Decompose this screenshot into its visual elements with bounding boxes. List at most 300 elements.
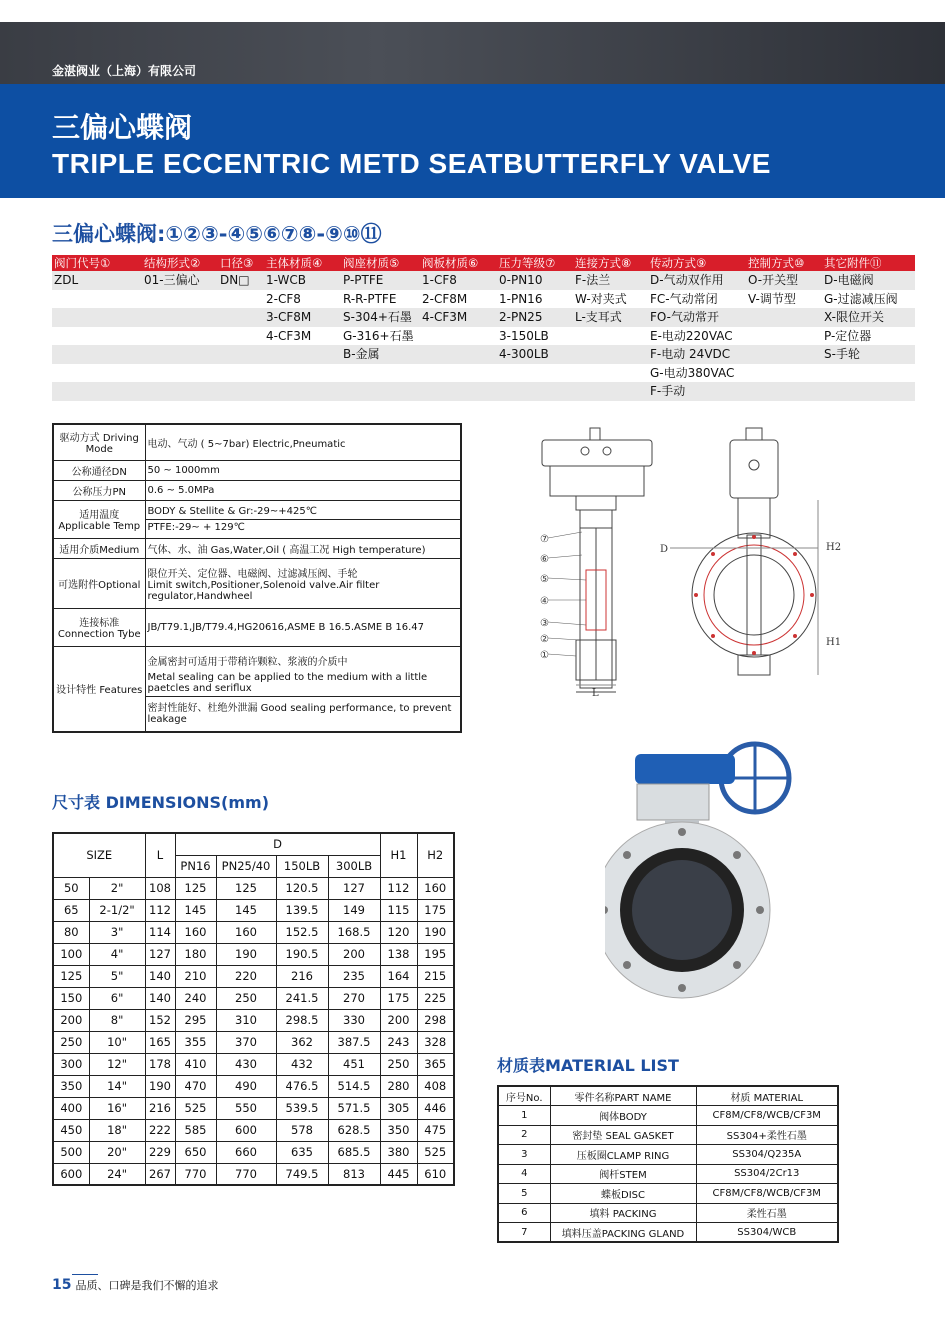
table-cell: 2-1/2" [89, 899, 145, 921]
code-cell: 01-三偏心 [144, 273, 200, 287]
table-cell: 24" [89, 1163, 145, 1185]
table-cell: 240 [175, 987, 216, 1009]
code-cell: 0-PN10 [499, 273, 543, 287]
table-cell: 298.5 [276, 1009, 328, 1031]
top-banner [0, 22, 945, 84]
code-cell [499, 382, 575, 401]
code-cell: S-304+石墨 [343, 310, 412, 324]
footer [52, 1277, 218, 1293]
table-cell: 160 [216, 921, 276, 943]
code-cell: 1-WCB [266, 273, 306, 287]
code-cell: G-过滤减压阀 [824, 291, 898, 306]
code-cell: 2-CF8M [422, 291, 468, 306]
code-cell: R-R-PTFE [343, 291, 397, 306]
table-cell: 685.5 [328, 1141, 380, 1163]
table-cell: 525 [175, 1097, 216, 1119]
table-cell: 370 [216, 1031, 276, 1053]
code-cell: X-限位开关 [824, 310, 884, 324]
drawing-label: ④ [540, 596, 549, 607]
table-cell: 150 [53, 987, 89, 1009]
table-cell: 140 [145, 987, 175, 1009]
code-cell [343, 364, 422, 383]
table-cell: 填料压盖PACKING GLAND [550, 1223, 696, 1243]
table-cell: 578 [276, 1119, 328, 1141]
mat-col-no: 序号No. [498, 1086, 550, 1106]
table-cell: 600 [216, 1119, 276, 1141]
code-cell: FC-气动常闭 [650, 291, 718, 306]
code-cell: 4-CF3M [422, 310, 468, 324]
table-cell: 200 [53, 1009, 89, 1031]
code-cell: L-支耳式 [575, 310, 622, 324]
dim-l-label: L [592, 688, 599, 699]
table-cell: 770 [175, 1163, 216, 1185]
code-cell: D-气动双作用 [650, 273, 724, 287]
table-cell: 250 [216, 987, 276, 1009]
table-cell: 14" [89, 1075, 145, 1097]
table-cell: 120.5 [276, 877, 328, 899]
table-cell: 250 [380, 1053, 417, 1075]
table-cell: 446 [417, 1097, 454, 1119]
title-en: TRIPLE ECCENTRIC METD SEATBUTTERFLY VALVE [52, 148, 771, 179]
table-cell: 387.5 [328, 1031, 380, 1053]
table-cell: 178 [145, 1053, 175, 1075]
table-cell: 190 [145, 1075, 175, 1097]
drawing-label: ② [540, 634, 549, 645]
table-cell: 216 [276, 965, 328, 987]
table-row [498, 1145, 838, 1165]
code-cell: W-对夹式 [575, 291, 627, 306]
code-cell: B-金属 [343, 347, 380, 361]
table-row [53, 1119, 454, 1141]
table-row [53, 987, 454, 1009]
spec-value: BODY & Stellite & Gr:-29~+425℃ [146, 504, 461, 520]
drawing-label: ⑥ [540, 554, 549, 565]
table-cell: 470 [175, 1075, 216, 1097]
table-row [498, 1164, 838, 1184]
footer-slogan: 品质、口碑是我们不懈的追求 [75, 1279, 219, 1292]
table-cell: 175 [417, 899, 454, 921]
code-cell [52, 308, 144, 327]
spec-value: 50 ~ 1000mm [145, 460, 461, 480]
table-cell: 140 [145, 965, 175, 987]
table-cell: 18" [89, 1119, 145, 1141]
code-cell: 2-CF8 [266, 291, 301, 306]
code-cell [266, 382, 343, 401]
spec-value: 气体、水、油 Gas,Water,Oil ( 高温工况 High temperature) [145, 538, 461, 558]
material-table [497, 1085, 839, 1243]
dimensions-title: 尺寸表 DIMENSIONS(mm) [52, 793, 270, 812]
table-cell: 164 [380, 965, 417, 987]
table-cell: 190 [417, 921, 454, 943]
table-cell: 600 [53, 1163, 89, 1185]
code-cell [748, 345, 824, 364]
table-cell: 813 [328, 1163, 380, 1185]
table-cell: 305 [380, 1097, 417, 1119]
table-cell: 500 [53, 1141, 89, 1163]
col-h1: H1 [380, 833, 417, 877]
drawing-label: ③ [540, 618, 549, 629]
col-d-300lb: 300LB [328, 855, 380, 877]
table-cell: 525 [417, 1141, 454, 1163]
table-cell: 4 [498, 1164, 550, 1184]
table-cell: 328 [417, 1031, 454, 1053]
title-banner [0, 84, 945, 198]
dim-h2-label: H2 [826, 542, 842, 553]
table-cell: 280 [380, 1075, 417, 1097]
code-header-cell: 连接方式⑧ [575, 256, 632, 270]
code-title: 三偏心蝶阀:①②③-④⑤⑥⑦⑧-⑨⑩⑪ [52, 222, 382, 246]
code-header-cell: 控制方式⑩ [748, 256, 805, 270]
table-cell: 365 [417, 1053, 454, 1075]
code-cell: D-电磁阀 [824, 273, 874, 287]
code-cell: 4-300LB [499, 347, 549, 361]
table-cell: 450 [53, 1119, 89, 1141]
spec-value: PTFE:-29~ + 129℃ [147, 521, 245, 533]
code-row [52, 382, 915, 401]
code-cell: O-开关型 [748, 273, 799, 287]
table-cell: 127 [328, 877, 380, 899]
col-l: L [145, 833, 175, 877]
code-cell: G-电动380VAC [650, 365, 735, 380]
table-cell: 5" [89, 965, 145, 987]
table-cell: 8" [89, 1009, 145, 1031]
code-cell: F-手动 [650, 384, 686, 398]
code-cell [748, 364, 824, 383]
table-cell: 6 [498, 1203, 550, 1223]
table-cell: 490 [216, 1075, 276, 1097]
table-row [498, 1203, 838, 1223]
code-header-cell: 结构形式② [144, 256, 201, 270]
table-cell: 628.5 [328, 1119, 380, 1141]
table-cell: 112 [145, 899, 175, 921]
code-cell [748, 327, 824, 346]
table-cell: 475 [417, 1119, 454, 1141]
title-zh: 三偏心蝶阀 [52, 111, 193, 144]
table-cell: 65 [53, 899, 89, 921]
table-cell: 635 [276, 1141, 328, 1163]
code-cell [52, 364, 144, 383]
code-cell [220, 290, 266, 309]
table-cell: 7 [498, 1223, 550, 1243]
spec-value: 电动、气动 ( 5~7bar) Electric,Pneumatic [145, 424, 461, 460]
table-cell: 180 [175, 943, 216, 965]
ordering-code-grid [52, 255, 915, 401]
table-cell: 380 [380, 1141, 417, 1163]
table-row [53, 1031, 454, 1053]
table-cell: 222 [145, 1119, 175, 1141]
code-cell [575, 364, 650, 383]
table-cell: 250 [53, 1031, 89, 1053]
table-cell: 215 [417, 965, 454, 987]
code-cell: 1-CF8 [422, 273, 457, 287]
table-cell: 660 [216, 1141, 276, 1163]
table-cell: 445 [380, 1163, 417, 1185]
table-cell: 3" [89, 921, 145, 943]
company-name: 金湛阀业（上海）有限公司 [52, 64, 197, 78]
table-cell: 5 [498, 1184, 550, 1204]
table-cell: 127 [145, 943, 175, 965]
table-cell: 241.5 [276, 987, 328, 1009]
table-cell: 310 [216, 1009, 276, 1031]
table-cell: 填料 PACKING [550, 1203, 696, 1223]
table-cell: SS304/WCB [696, 1223, 838, 1243]
code-cell [422, 382, 499, 401]
code-cell [220, 345, 266, 364]
code-row [52, 364, 915, 383]
table-cell: 138 [380, 943, 417, 965]
table-cell: 550 [216, 1097, 276, 1119]
code-cell: 2-PN25 [499, 310, 543, 324]
table-cell: 100 [53, 943, 89, 965]
code-cell: E-电动220VAC [650, 328, 733, 343]
col-d-pn2540: PN25/40 [216, 855, 276, 877]
code-cell [144, 345, 220, 364]
table-cell: 112 [380, 877, 417, 899]
code-cell [220, 364, 266, 383]
table-cell: 145 [216, 899, 276, 921]
code-cell: 3-150LB [499, 328, 549, 343]
dimensions-table [52, 832, 455, 1186]
code-cell: G-316+石墨 [343, 328, 414, 343]
table-cell: 350 [380, 1119, 417, 1141]
col-d-pn16: PN16 [175, 855, 216, 877]
code-cell [748, 308, 824, 327]
code-header-row [52, 255, 915, 271]
code-cell [422, 327, 499, 346]
code-cell: DN□ [220, 273, 250, 287]
code-cell [52, 290, 144, 309]
table-cell: 216 [145, 1097, 175, 1119]
spec-value: 限位开关、定位器、电磁阀、过滤减压阀、手轮 [147, 568, 358, 580]
table-cell: 柔性石墨 [696, 1203, 838, 1223]
table-cell: 115 [380, 899, 417, 921]
table-cell: 4" [89, 943, 145, 965]
table-row [53, 1141, 454, 1163]
table-cell: 160 [417, 877, 454, 899]
code-cell: ZDL [54, 273, 79, 287]
code-cell [422, 345, 499, 364]
drawing-label: ⑦ [540, 534, 549, 545]
table-cell: 195 [417, 943, 454, 965]
table-cell: 阀体BODY [550, 1106, 696, 1126]
table-cell: 298 [417, 1009, 454, 1031]
code-row [52, 327, 915, 346]
table-cell: 451 [328, 1053, 380, 1075]
code-cell: F-电动 24VDC [650, 347, 731, 361]
col-d-150lb: 150LB [276, 855, 328, 877]
table-cell: 6" [89, 987, 145, 1009]
table-cell: 432 [276, 1053, 328, 1075]
table-cell: 585 [175, 1119, 216, 1141]
col-h2: H2 [417, 833, 454, 877]
code-cell [266, 345, 343, 364]
dim-d-label: D [660, 544, 669, 555]
valve-photo-illustration [605, 740, 815, 1005]
mat-col-material: 材质 MATERIAL [696, 1086, 838, 1106]
table-cell: 149 [328, 899, 380, 921]
table-cell: 125 [216, 877, 276, 899]
code-cell [422, 364, 499, 383]
table-cell: CF8M/CF8/WCB/CF3M [696, 1184, 838, 1204]
code-cell [824, 382, 915, 401]
code-cell [52, 382, 144, 401]
table-cell: 190.5 [276, 943, 328, 965]
spec-key: 公称通径DN [53, 460, 145, 480]
table-cell: 243 [380, 1031, 417, 1053]
code-cell [220, 327, 266, 346]
code-header-cell: 阀板材质⑥ [422, 256, 479, 270]
code-header-cell: 主体材质④ [266, 256, 323, 270]
table-cell: 270 [328, 987, 380, 1009]
table-cell: 408 [417, 1075, 454, 1097]
table-cell: 210 [175, 965, 216, 987]
table-cell: 139.5 [276, 899, 328, 921]
table-row [53, 1097, 454, 1119]
table-cell: 267 [145, 1163, 175, 1185]
code-cell: P-定位器 [824, 328, 872, 343]
table-row [53, 965, 454, 987]
table-row [53, 899, 454, 921]
table-row [53, 943, 454, 965]
code-cell [575, 382, 650, 401]
table-cell: 300 [53, 1053, 89, 1075]
table-cell: 200 [380, 1009, 417, 1031]
table-cell: 355 [175, 1031, 216, 1053]
table-cell: 160 [175, 921, 216, 943]
page-number: 15 [52, 1277, 72, 1293]
code-header-cell: 传动方式⑨ [650, 256, 707, 270]
table-cell: 阀杆STEM [550, 1164, 696, 1184]
table-cell: 20" [89, 1141, 145, 1163]
spec-key: 可选附件Optional [53, 558, 145, 608]
table-cell: 571.5 [328, 1097, 380, 1119]
table-row [498, 1125, 838, 1145]
code-header-cell: 压力等级⑦ [499, 256, 556, 270]
col-size: SIZE [53, 833, 145, 877]
spec-value: 密封性能好、杜绝外泄漏 Good sealing performance, to prevent leakage [147, 702, 452, 725]
code-cell: 3-CF8M [266, 310, 312, 324]
code-header-cell: 其它附件⑪ [824, 256, 882, 270]
code-cell [499, 364, 575, 383]
code-header-cell: 口径③ [220, 256, 254, 270]
code-cell [52, 327, 144, 346]
table-cell: CF8M/CF8/WCB/CF3M [696, 1106, 838, 1126]
table-cell: 10" [89, 1031, 145, 1053]
table-cell: 12" [89, 1053, 145, 1075]
table-cell: 539.5 [276, 1097, 328, 1119]
table-cell: 200 [328, 943, 380, 965]
table-cell: 108 [145, 877, 175, 899]
table-cell: 362 [276, 1031, 328, 1053]
spec-key: 适用温度 Applicable Temp [53, 500, 145, 538]
table-cell: 152.5 [276, 921, 328, 943]
code-cell: 1-PN16 [499, 291, 543, 306]
code-cell [220, 382, 266, 401]
table-cell: SS304/Q235A [696, 1145, 838, 1165]
col-d: D [175, 833, 380, 855]
spec-table [52, 423, 462, 733]
table-row [498, 1106, 838, 1126]
table-cell: 610 [417, 1163, 454, 1185]
code-header-cell: 阀门代号① [54, 256, 111, 270]
table-cell: 16" [89, 1097, 145, 1119]
code-cell [52, 345, 144, 364]
spec-key: 公称压力PN [53, 480, 145, 500]
code-cell: P-PTFE [343, 273, 384, 287]
spec-key: 连接标准 Connection Tybe [53, 608, 145, 646]
table-cell: 749.5 [276, 1163, 328, 1185]
code-row [52, 290, 915, 309]
table-cell: 229 [145, 1141, 175, 1163]
code-cell [266, 364, 343, 383]
table-cell: 125 [175, 877, 216, 899]
table-row [498, 1223, 838, 1243]
spec-value: 0.6 ~ 5.0MPa [145, 480, 461, 500]
code-cell [144, 290, 220, 309]
table-cell: 235 [328, 965, 380, 987]
table-row [53, 877, 454, 899]
spec-value: 金属密封可适用于带稍许颗粒、浆液的介质中 [147, 656, 348, 668]
table-cell: 152 [145, 1009, 175, 1031]
table-cell: 770 [216, 1163, 276, 1185]
code-row [52, 308, 915, 327]
table-cell: 168.5 [328, 921, 380, 943]
valve-technical-drawing [530, 420, 850, 700]
spec-key: 适用介质Medium [53, 538, 145, 558]
table-row [53, 1075, 454, 1097]
table-cell: 175 [380, 987, 417, 1009]
table-row [53, 1163, 454, 1185]
table-cell: SS304/2Cr13 [696, 1164, 838, 1184]
code-cell: F-法兰 [575, 273, 611, 287]
table-cell: 410 [175, 1053, 216, 1075]
table-cell: 650 [175, 1141, 216, 1163]
table-cell: 2" [89, 877, 145, 899]
code-cell: FO-气动常开 [650, 310, 720, 324]
table-cell: 225 [417, 987, 454, 1009]
table-cell: 145 [175, 899, 216, 921]
drawing-label: ① [540, 650, 549, 661]
table-row [53, 921, 454, 943]
table-cell: 514.5 [328, 1075, 380, 1097]
table-cell: 密封垫 SEAL GASKET [550, 1125, 696, 1145]
table-cell: 430 [216, 1053, 276, 1075]
table-cell: 114 [145, 921, 175, 943]
table-row [53, 1053, 454, 1075]
mat-col-part: 零件名称PART NAME [550, 1086, 696, 1106]
spec-value: Limit switch,Positioner,Solenoid valve.Air filter regulator,Handwheel [147, 579, 380, 602]
table-row [53, 1009, 454, 1031]
spec-key: 设计特性 Features [53, 646, 145, 732]
code-row [52, 345, 915, 364]
spec-value: Metal sealing can be applied to the medium with a little paetcles and seriflux [146, 670, 461, 697]
code-cell [824, 364, 915, 383]
code-cell [343, 382, 422, 401]
table-cell: 476.5 [276, 1075, 328, 1097]
table-cell: 295 [175, 1009, 216, 1031]
footer-line [72, 1274, 98, 1275]
code-cell [220, 308, 266, 327]
code-cell: 4-CF3M [266, 328, 312, 343]
table-cell: 120 [380, 921, 417, 943]
code-cell [575, 345, 650, 364]
drawing-label: ⑤ [540, 574, 549, 585]
dim-h1-label: H1 [826, 637, 842, 648]
code-cell [748, 382, 824, 401]
table-cell: 3 [498, 1145, 550, 1165]
table-cell: 125 [53, 965, 89, 987]
code-cell: V-调节型 [748, 291, 796, 306]
